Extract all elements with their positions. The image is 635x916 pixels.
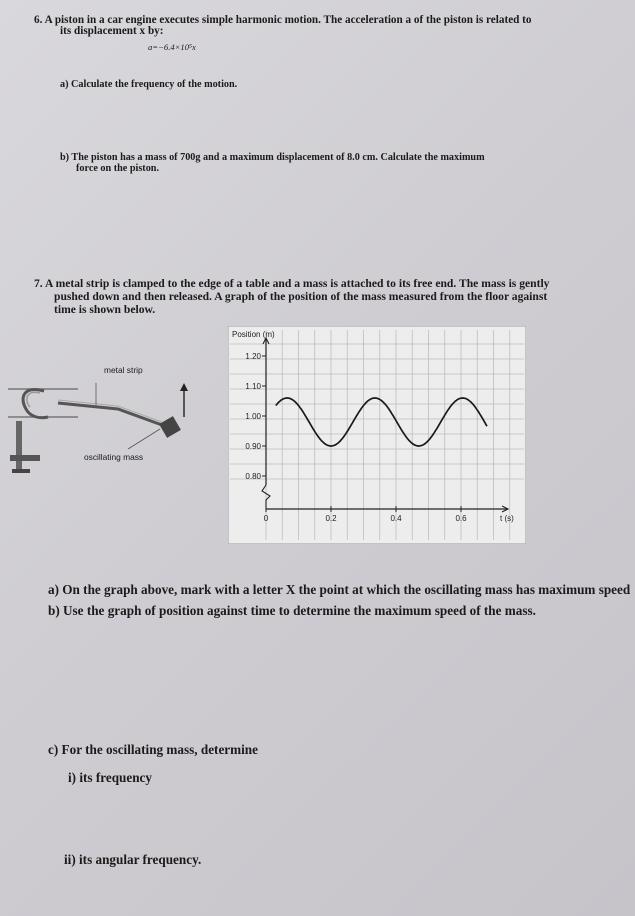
clamp-diagram (0, 355, 200, 490)
q7-part-c: c) For the oscillating mass, determine (48, 742, 258, 757)
q7-stem-line1: 7. A metal strip is clamped to the edge of a table and a mass is attached to its free end. The mass is gently (34, 277, 550, 290)
metal-strip-icon (58, 403, 162, 425)
clamp-screw-icon (16, 421, 22, 469)
position-time-graph (228, 326, 526, 544)
q7-part-c-ii: ii) its angular frequency. (64, 852, 202, 867)
y-tick-label: 0.80 (245, 472, 261, 481)
y-tick-label: 1.10 (245, 382, 261, 391)
c-clamp-icon (23, 390, 48, 418)
y-tick-label: 1.00 (245, 412, 261, 421)
y-tick-label: 0.90 (245, 442, 261, 451)
q6-part-b-line1: b) The piston has a mass of 700g and a maximum displacement of 8.0 cm. Calculate the maximum (60, 152, 485, 163)
x-tick-label: 0.2 (325, 514, 337, 523)
y-tick-label: 1.20 (245, 352, 261, 361)
y-axis-label: Position (m) (232, 330, 275, 339)
q7-part-b: b) Use the graph of position against time to determine the maximum speed of the mass. (48, 603, 536, 618)
x-tick-label: 0.4 (390, 514, 402, 523)
x-tick-label: 0 (263, 514, 269, 523)
q6-part-b-line2: force on the piston. (76, 163, 160, 174)
q7-stem-line3: time is shown below. (54, 303, 156, 316)
q6-stem-line2: its displacement x by: (60, 25, 164, 37)
q7-part-c-i: i) its frequency (68, 770, 152, 785)
label-oscillating-mass: oscillating mass (84, 452, 144, 462)
arrow-up-icon (180, 383, 188, 391)
label-metal-strip: metal strip (104, 365, 143, 375)
x-tick-label: 0.6 (455, 514, 467, 523)
q6-formula: a=−6.4×10⁵x (148, 42, 196, 52)
q7-stem-line2: pushed down and then released. A graph of the position of the mass measured from the floor against (54, 290, 548, 303)
x-axis-label: t (s) (500, 514, 514, 523)
q7-part-a: a) On the graph above, mark with a letter X the point at which the oscillating mass has maximum speed (48, 582, 631, 597)
q6-part-a: a) Calculate the frequency of the motion. (60, 79, 238, 90)
mass-block-icon (159, 416, 181, 438)
q6-stem-line1: 6. A piston in a car engine executes simple harmonic motion. The acceleration a of the piston is related to (34, 14, 532, 26)
